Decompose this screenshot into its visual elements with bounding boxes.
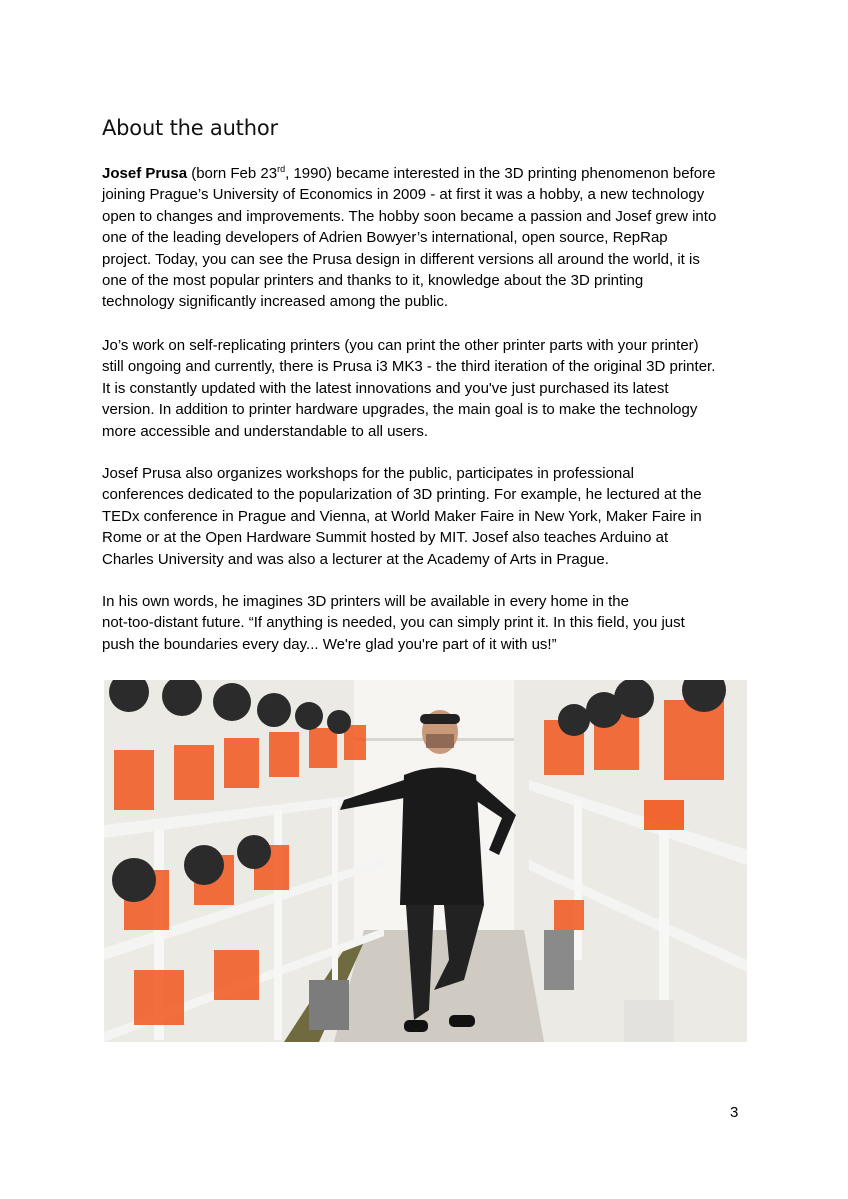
paragraph-line: technology significantly increased among the public. (102, 293, 449, 311)
printer-farm-illustration (104, 680, 747, 1042)
paragraph-quote (102, 591, 762, 655)
superscript: rd (277, 164, 286, 174)
page-number: 3 (730, 1104, 739, 1121)
paragraph-line: version. In addition to printer hardware upgrades, the main goal is to make the technology (102, 401, 698, 419)
section-heading: About the author (102, 116, 278, 140)
paragraph-line: more accessible and understandable to all users. (102, 422, 429, 440)
author-photo (104, 680, 747, 1042)
paragraph-intro (102, 163, 762, 313)
author-name: Josef Prusa (102, 165, 188, 182)
paragraph-line: conferences dedicated to the popularization of 3D printing. For example, he lectured at the (102, 486, 702, 504)
paragraph-line: It is constantly updated with the latest innovations and you've just purchased its latest (102, 379, 669, 397)
paragraph-line: project. Today, you can see the Prusa design in different versions all around the world, it is (102, 250, 700, 268)
paragraph-line: push the boundaries every day... We're glad you're part of it with us!” (102, 635, 557, 653)
paragraph-work (102, 335, 762, 442)
paragraph-line: Josef Prusa also organizes workshops for the public, participates in professional (102, 465, 634, 482)
paragraph-line: Rome or at the Open Hardware Summit hosted by MIT. Josef also teaches Arduino at (102, 529, 669, 547)
paragraph-line: Charles University and was also a lecturer at the Academy of Arts in Prague. (102, 550, 609, 568)
paragraph-line: joining Prague’s University of Economics in 2009 - at first it was a hobby, a new technology (102, 186, 705, 204)
paragraph-line: one of the leading developers of Adrien Bowyer’s international, open source, RepRap (102, 229, 668, 247)
text-run: , 1990) became interested in the 3D printing phenomenon before (285, 165, 716, 182)
paragraph-line: Jo’s work on self-replicating printers (you can print the other printer parts with your printer) (102, 337, 699, 354)
paragraph-line: still ongoing and currently, there is Prusa i3 MK3 - the third iteration of the original 3D printer. (102, 358, 716, 376)
paragraph-workshops (102, 463, 762, 570)
paragraph-line: open to changes and improvements. The hobby soon became a passion and Josef grew into (102, 207, 717, 225)
text-run: (born Feb 23 (187, 165, 278, 182)
paragraph-line: TEDx conference in Prague and Vienna, at World Maker Faire in New York, Maker Faire in (102, 507, 702, 525)
paragraph-line: one of the most popular printers and thanks to it, knowledge about the 3D printing (102, 272, 644, 290)
paragraph-line: not-too-distant future. “If anything is needed, you can simply print it. In this field, you just (102, 614, 685, 632)
paragraph-line (102, 163, 762, 184)
paragraph-line: In his own words, he imagines 3D printers will be available in every home in the (102, 593, 629, 610)
